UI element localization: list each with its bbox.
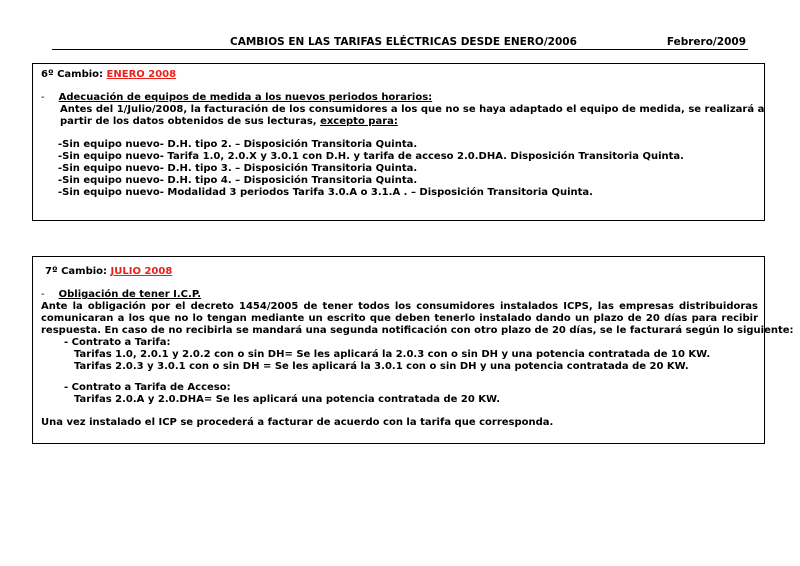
bullet: - [41,289,45,300]
sub1-title: - Contrato a Tarifa: [64,337,171,348]
change-6-title [41,69,176,81]
change-6-heading: Adecuación de equipos de medida a los nuevos periodos horarios: [58,92,433,103]
list-item: -Sin equipo nuevo- D.H. tipo 4. – Disposición Transitoria Quinta. [58,175,418,186]
change-7-para-line3: respuesta. En caso de no recibirla se mandará una segunda notificación con otro plazo de 20 días, se le facturará según lo siguiente: [41,325,794,336]
change-7-para-line1: Ante la obligación por el decreto 1454/2005 de tener todos los consumidores instalados ICPS, las empresas distribuidoras [41,301,758,312]
change-7-box [32,256,794,444]
change-6-date: ENERO 2008 [106,69,177,80]
change-7-date: JULIO 2008 [110,266,173,277]
change-7-heading-row [41,289,201,301]
change-6-box [32,63,765,221]
change-7-heading: Obligación de tener I.C.P. [58,289,202,300]
page-header [52,35,748,50]
change-7-title [45,266,172,278]
para-line2-underlined: excepto para: [320,116,398,127]
change-6-label: 6º Cambio: [41,69,107,80]
change-6-para-line2 [60,116,398,128]
list-item: -Sin equipo nuevo- Tarifa 1.0, 2.0.X y 3.0.1 con D.H. y tarifa de acceso 2.0.DHA. Disposición Transitoria Quinta. [58,151,684,162]
list-item: -Sin equipo nuevo- D.H. tipo 3. – Disposición Transitoria Quinta. [58,163,418,174]
change-7-label: 7º Cambio: [45,266,111,277]
header-date: Febrero/2009 [666,36,746,48]
sub2-line: Tarifas 2.0.A y 2.0.DHA= Se les aplicará una potencia contratada de 20 KW. [74,394,501,405]
sub1-line: Tarifas 1.0, 2.0.1 y 2.0.2 con o sin DH= Se les aplicará la 2.0.3 con o sin DH y una potencia contratada de 10 KW. [74,349,711,360]
change-7-closing: Una vez instalado el ICP se procederá a facturar de acuerdo con la tarifa que corresponda. [41,417,554,428]
bullet: - [41,92,45,103]
para-line2-text: partir de los datos obtenidos de sus lecturas, [60,116,321,127]
change-7-para-line2: comunicaran a los que no lo tengan mediante un escrito que deben tenerlo instalado dando un plazo de 20 días para recibir [41,313,758,324]
list-item: -Sin equipo nuevo- D.H. tipo 2. – Disposición Transitoria Quinta. [58,139,418,150]
header-title: CAMBIOS EN LAS TARIFAS ELÉCTRICAS DESDE ENERO/2006 [230,36,577,48]
sub1-line: Tarifas 2.0.3 y 3.0.1 con o sin DH = Se les aplicará la 3.0.1 con o sin DH y una potencia contratada de 20 KW. [74,361,689,372]
sub2-title: - Contrato a Tarifa de Acceso: [64,382,231,393]
list-item: -Sin equipo nuevo- Modalidad 3 periodos Tarifa 3.0.A o 3.1.A . – Disposición Transitoria Quinta. [58,187,593,198]
change-6-heading-row [41,92,432,104]
change-6-para-line1: Antes del 1/Julio/2008, la facturación de los consumidores a los que no se haya adaptado el equipo de medida, se realizará a [60,104,765,115]
